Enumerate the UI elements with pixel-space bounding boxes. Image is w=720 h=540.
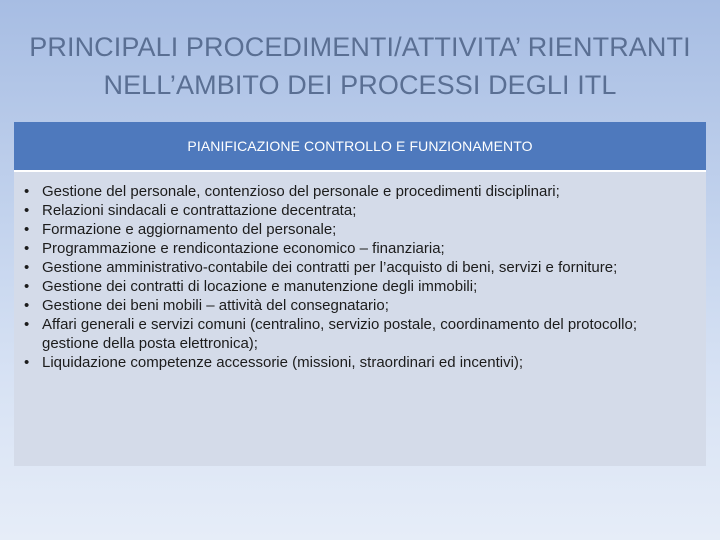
list-item: • Liquidazione competenze accessorie (missioni, straordinari ed incentivi); bbox=[14, 353, 694, 372]
content-table bbox=[14, 122, 706, 466]
list-item: • Formazione e aggiornamento del personale; bbox=[14, 220, 694, 239]
table-body bbox=[14, 171, 706, 466]
list-item: • Programmazione e rendicontazione economico – finanziaria; bbox=[14, 239, 694, 258]
slide-title bbox=[20, 28, 700, 104]
bullet-list bbox=[14, 182, 694, 372]
table-header: PIANIFICAZIONE CONTROLLO E FUNZIONAMENTO bbox=[14, 122, 706, 171]
list-item: • Affari generali e servizi comuni (centralino, servizio postale, coordinamento del protocollo; gestione della posta elettronica); bbox=[14, 315, 694, 353]
list-item: • Relazioni sindacali e contrattazione decentrata; bbox=[14, 201, 694, 220]
list-item: • Gestione amministrativo-contabile dei contratti per l’acquisto di beni, servizi e forniture; bbox=[14, 258, 694, 277]
slide-title-line-2: NELL’AMBITO DEI PROCESSI DEGLI ITL bbox=[103, 70, 617, 100]
slide-title-line-1: PRINCIPALI PROCEDIMENTI/ATTIVITA’ RIENTRANTI bbox=[29, 32, 691, 62]
list-item: • Gestione dei beni mobili – attività del consegnatario; bbox=[14, 296, 694, 315]
list-item: • Gestione dei contratti di locazione e manutenzione degli immobili; bbox=[14, 277, 694, 296]
list-item: • Gestione del personale, contenzioso del personale e procedimenti disciplinari; bbox=[14, 182, 694, 201]
